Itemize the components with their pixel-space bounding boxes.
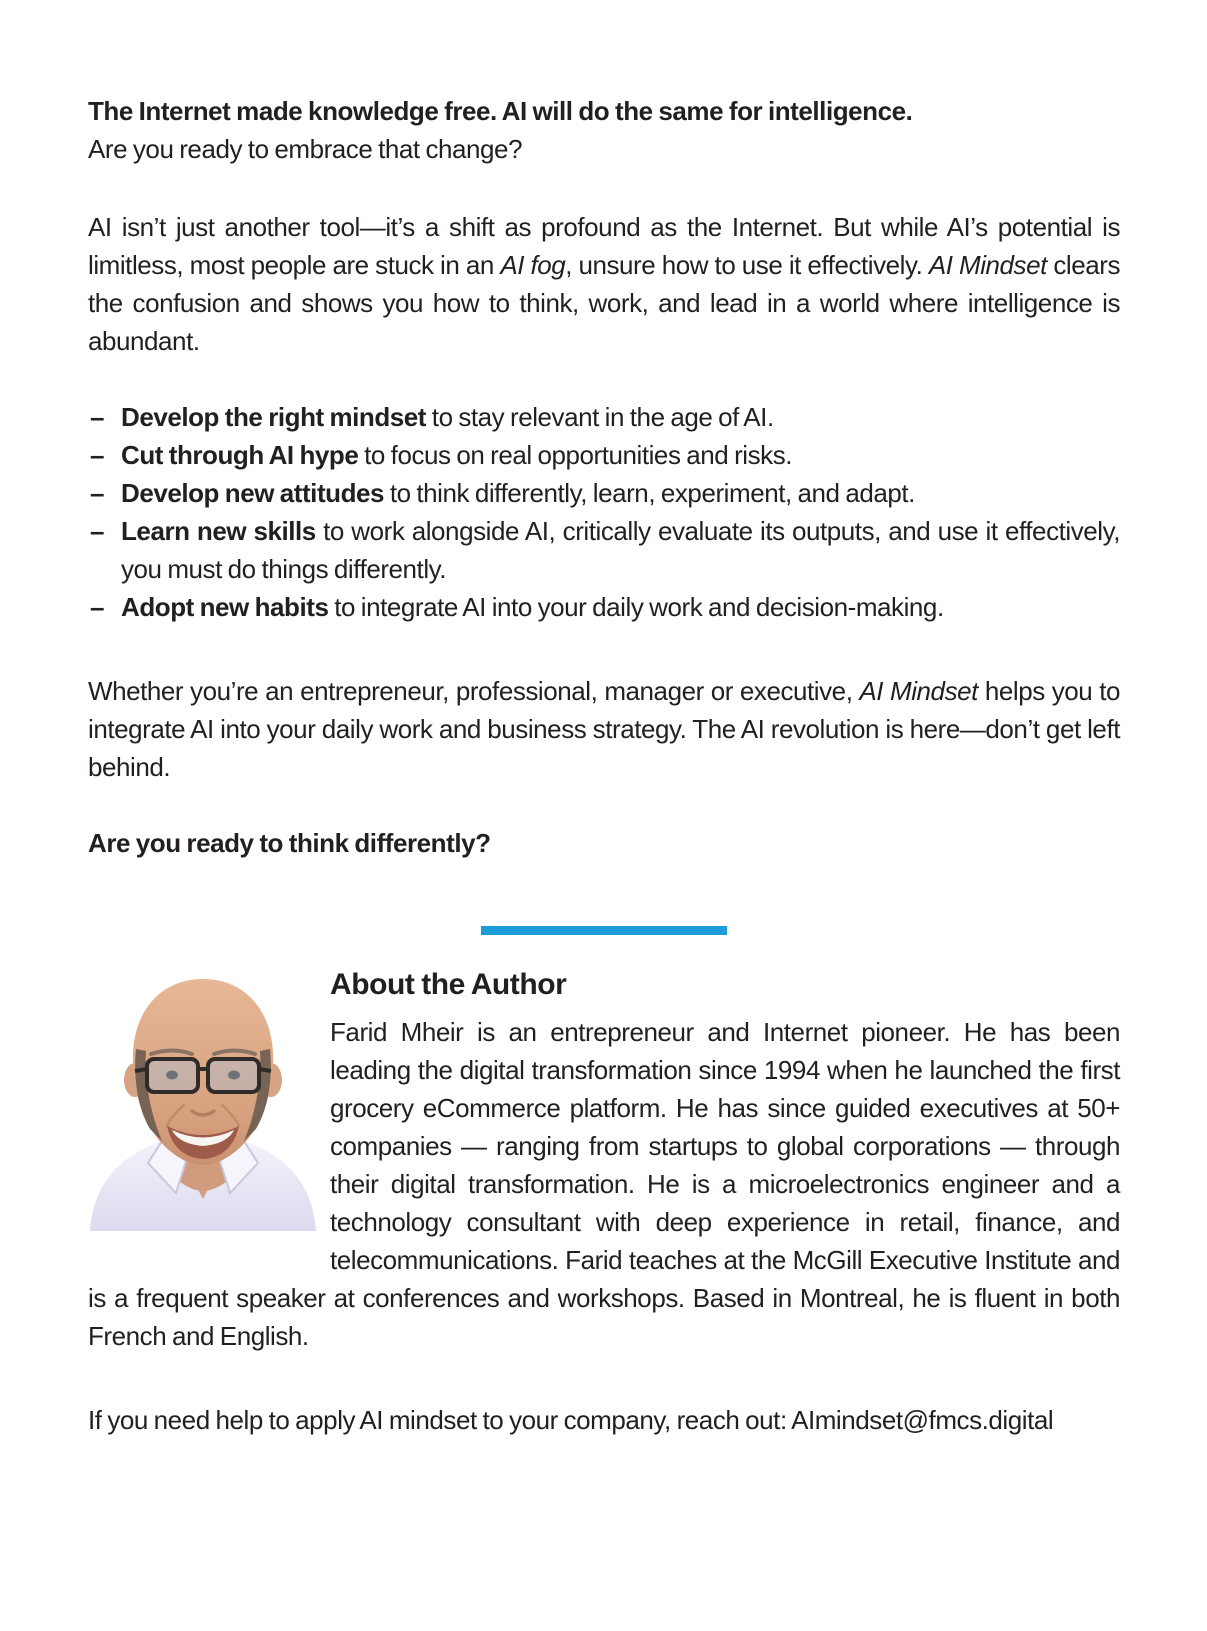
- bullet-item: [88, 588, 1120, 626]
- bullet-lead: Adopt new habits: [121, 592, 329, 622]
- intro-segment: clears the confusion and shows you how to think, work, and lead in a world where intelligence is abundant.: [88, 250, 1120, 356]
- bullet-item: [88, 436, 1120, 474]
- contact-email: AImindset@​fmcs.digital: [791, 1405, 1054, 1435]
- intro-segment-italic: AI Mindset: [928, 250, 1047, 280]
- about-author-section: [88, 963, 1120, 1439]
- bullet-lead: Cut through AI hype: [121, 440, 359, 470]
- bullet-item: [88, 474, 1120, 512]
- bullet-text: to integrate AI into your daily work and decision-making.: [328, 592, 944, 622]
- bullet-text: to focus on real opportunities and risks.: [358, 440, 793, 470]
- closing-segment-italic: AI Mindset: [859, 676, 978, 706]
- contact-text: If you need help to apply AI mindset to your company, reach out:: [88, 1405, 792, 1435]
- closing-segment: helps you to integrate AI into your daily work and business strategy. The AI revolution is here—don’t get left behind.: [88, 676, 1120, 782]
- about-heading: About the Author: [330, 968, 567, 1001]
- headline-subline: Are you ready to embrace that change?: [88, 134, 523, 164]
- bullet-lead: Develop the right mindset: [121, 402, 427, 432]
- bullet-text: to stay relevant in the age of AI.: [426, 402, 774, 432]
- bullet-dash: –: [90, 516, 105, 546]
- bullet-dash: –: [90, 440, 105, 470]
- bullet-lead: Learn new skills: [121, 516, 316, 546]
- author-bio: Farid Mheir is an entrepreneur and Internet pioneer. He has been leading the digital transformation since 1994 when he launched the first grocery eCommerce platform. He has since guided executives at 50+ companies — ranging from startups to global corporations — through their digital transformation. He is a microelectronics engineer and a technology consultant with deep experience in retail, finance, and telecommunications. Farid teaches at the McGill Executive Institute and is a frequent speaker at conferences and workshops. Based in Montreal, he is fluent in both French and English.: [88, 1017, 1120, 1351]
- closing-segment: Whether you’re an entrepreneur, professional, manager or executive,: [88, 676, 860, 706]
- headline: The Internet made knowledge free. AI will do the same for intelligence.: [88, 96, 913, 126]
- bullet-item: [88, 512, 1120, 588]
- bullet-dash: –: [90, 592, 105, 622]
- intro-segment: AI isn’t just another tool—it’s a shift as profound as the Internet. But while AI’s potential is limitless, most people are stuck in an: [88, 212, 1120, 280]
- bullet-text: to work alongside AI, critically evaluate its outputs, and use it effectively, you must do things differently.: [121, 516, 1120, 584]
- section-divider: [481, 926, 727, 935]
- bullet-list: [88, 398, 1120, 626]
- author-photo: [88, 963, 330, 1231]
- intro-paragraph: [88, 208, 1120, 360]
- intro-segment: , unsure how to use it effectively.: [565, 250, 929, 280]
- bullet-dash: –: [90, 402, 105, 432]
- intro-segment-italic: AI fog: [500, 250, 566, 280]
- contact-line: [88, 1401, 1120, 1439]
- bullet-dash: –: [90, 478, 105, 508]
- bullet-lead: Develop new attitudes: [121, 478, 385, 508]
- author-portrait-illustration: [88, 963, 318, 1231]
- bullet-text: to think differently, learn, experiment, and adapt.: [384, 478, 915, 508]
- closing-question: Are you ready to think differently?: [88, 828, 491, 858]
- closing-paragraph: [88, 672, 1120, 786]
- bullet-item: [88, 398, 1120, 436]
